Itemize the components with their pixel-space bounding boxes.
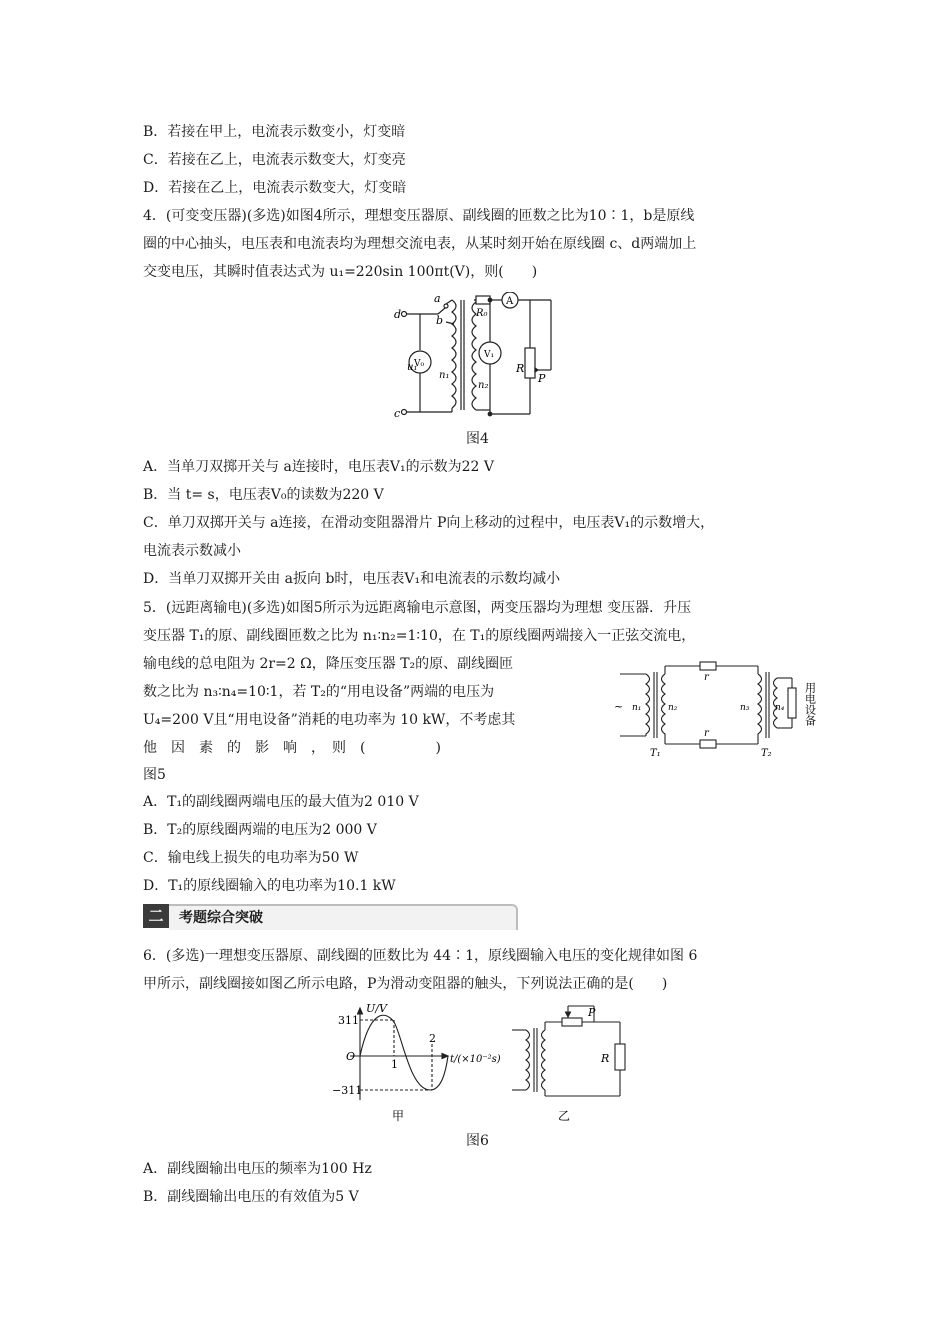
q4-option-c-2: 电流表示数减小 <box>143 543 241 559</box>
fig6-tick-minus-311: −311 <box>332 1084 363 1097</box>
fig5-label-n2: n₂ <box>668 703 678 713</box>
fig5-label-t1: T₁ <box>650 748 661 759</box>
q5-option-c: C．输电线上损失的电功率为50 W <box>143 850 359 866</box>
fig6-tick-1: 1 <box>391 1058 398 1071</box>
q6-line-2: 甲所示，副线圈接如图乙所示电路，P为滑动变阻器的触头，下列说法正确的是( ) <box>143 976 668 992</box>
figure-4-caption: 图4 <box>466 431 489 447</box>
option-d-prev: D．若接在乙上，电流表示数变大，灯变暗 <box>143 180 407 196</box>
q4-option-b: B．当 t= s，电压表V₀的读数为220 V <box>143 487 384 503</box>
fig5-label-n4: n₄ <box>775 703 785 713</box>
fig6-sine-wave <box>360 1015 448 1090</box>
q4-option-d: D．当单刀双掷开关由 a扳向 b时，电压表V₁和电流表的示数均减小 <box>143 571 561 587</box>
q5-line-1: 5．(远距离输电)(多选)如图5所示为远距离输电示意图，两变压器均为理想 变压器．升压 <box>143 600 692 616</box>
fig5-label-device: 用电设备 <box>803 682 817 726</box>
section-number: 二 <box>143 904 169 928</box>
q5-option-b: B．T₂的原线圈两端的电压为2 000 V <box>143 822 377 838</box>
fig5-label-r-bottom: r <box>704 728 709 739</box>
fig4-ammeter: A <box>506 296 514 307</box>
fig4-label-p: P <box>538 372 546 385</box>
q4-option-c-1: C．单刀双掷开关与 a连接，在滑动变阻器滑片 P向上移动的过程中，电压表V₁的示数增大， <box>143 515 715 531</box>
fig6-origin: O <box>346 1050 356 1063</box>
fig5-label-r-top: r <box>704 672 709 683</box>
option-c-prev: C．若接在乙上，电流表示数变大，灯变亮 <box>143 152 406 168</box>
fig4-label-c: c <box>394 407 401 420</box>
fig6-tick-311: 311 <box>338 1014 359 1027</box>
fig6-x-axis-label: t/(×10⁻²s) <box>450 1054 501 1065</box>
fig4-label-n1: n₁ <box>439 370 450 381</box>
fig4-voltmeter-v1: V₁ <box>484 350 495 360</box>
figure-4-circuit <box>390 292 560 422</box>
fig4-label-n2: n₂ <box>478 380 489 391</box>
fig5-label-t2: T₂ <box>761 748 772 759</box>
fig5-ac-source-symbol: ~ <box>614 700 624 713</box>
q4-line-3: 交变电压，其瞬时值表达式为 u₁=220sin 100πt(V)，则( ) <box>143 264 538 280</box>
fig4-label-b: b <box>436 314 444 327</box>
fig5-label-n1: n₁ <box>632 703 642 713</box>
fig6-label-yi: 乙 <box>558 1109 571 1123</box>
fig6-label-r: R <box>601 1052 610 1065</box>
fig4-label-a: a <box>434 292 441 305</box>
q5-option-d: D．T₁的原线圈输入的电功率为10.1 kW <box>143 878 396 894</box>
q6-option-b: B．副线圈输出电压的有效值为5 V <box>143 1189 359 1205</box>
fig6-label-jia: 甲 <box>392 1109 405 1123</box>
figure-6-caption: 图6 <box>466 1133 489 1149</box>
q4-line-1: 4．(可变变压器)(多选)如图4所示，理想变压器原、副线圈的匝数之比为10∶1，b是原线 <box>143 208 695 224</box>
q4-line-2: 圈的中心抽头，电压表和电流表均为理想交流电表，从某时刻开始在原线圈 c、d两端加上 <box>143 236 697 252</box>
q5-line-4: 数之比为 n₃∶n₄=10∶1，若 T₂的“用电设备”两端的电压为 <box>143 684 495 700</box>
q5-line-3: 输电线的总电阻为 2r=2 Ω，降压变压器 T₂的原、副线圈匝 <box>143 656 514 672</box>
option-b-prev: B．若接在甲上，电流表示数变小，灯变暗 <box>143 124 406 140</box>
fig4-voltmeter-v0: V₀ <box>414 359 425 369</box>
fig6-y-axis-label: U/V <box>366 1002 387 1015</box>
q5-line-6: 他 因 素 的 影 响 ， 则 ( ) <box>143 740 441 756</box>
fig4-label-d: d <box>394 308 402 321</box>
figure-5-transmission <box>612 660 822 760</box>
q5-option-a: A．T₁的副线圈两端电压的最大值为2 010 V <box>143 794 419 810</box>
fig4-label-r0: R₀ <box>476 308 488 319</box>
fig5-label-n3: n₃ <box>740 703 750 713</box>
section-header <box>143 904 518 928</box>
fig4-label-u1: u₁ <box>407 362 418 373</box>
fig6-tick-2: 2 <box>429 1032 436 1045</box>
fig6-label-p: P <box>588 1006 596 1019</box>
figure-5-caption: 图5 <box>143 767 166 783</box>
figure-6 <box>330 1000 630 1126</box>
q5-line-2: 变压器 T₁的原、副线圈匝数之比为 n₁∶n₂=1∶10，在 T₁的原线圈两端接入一正弦交流电， <box>143 628 696 644</box>
q6-option-a: A．副线圈输出电压的频率为100 Hz <box>143 1161 372 1177</box>
section-title: 考题综合突破 <box>179 910 263 926</box>
q6-line-1: 6．(多选)一理想变压器原、副线圈的匝数比为 44∶1，原线圈输入电压的变化规律如图 6 <box>143 948 698 964</box>
q5-line-5: U₄=200 V且“用电设备”消耗的电功率为 10 kW，不考虑其 <box>143 712 516 728</box>
fig4-label-r: R <box>516 362 525 375</box>
q4-option-a: A．当单刀双掷开关与 a连接时，电压表V₁的示数为22 V <box>143 459 495 475</box>
